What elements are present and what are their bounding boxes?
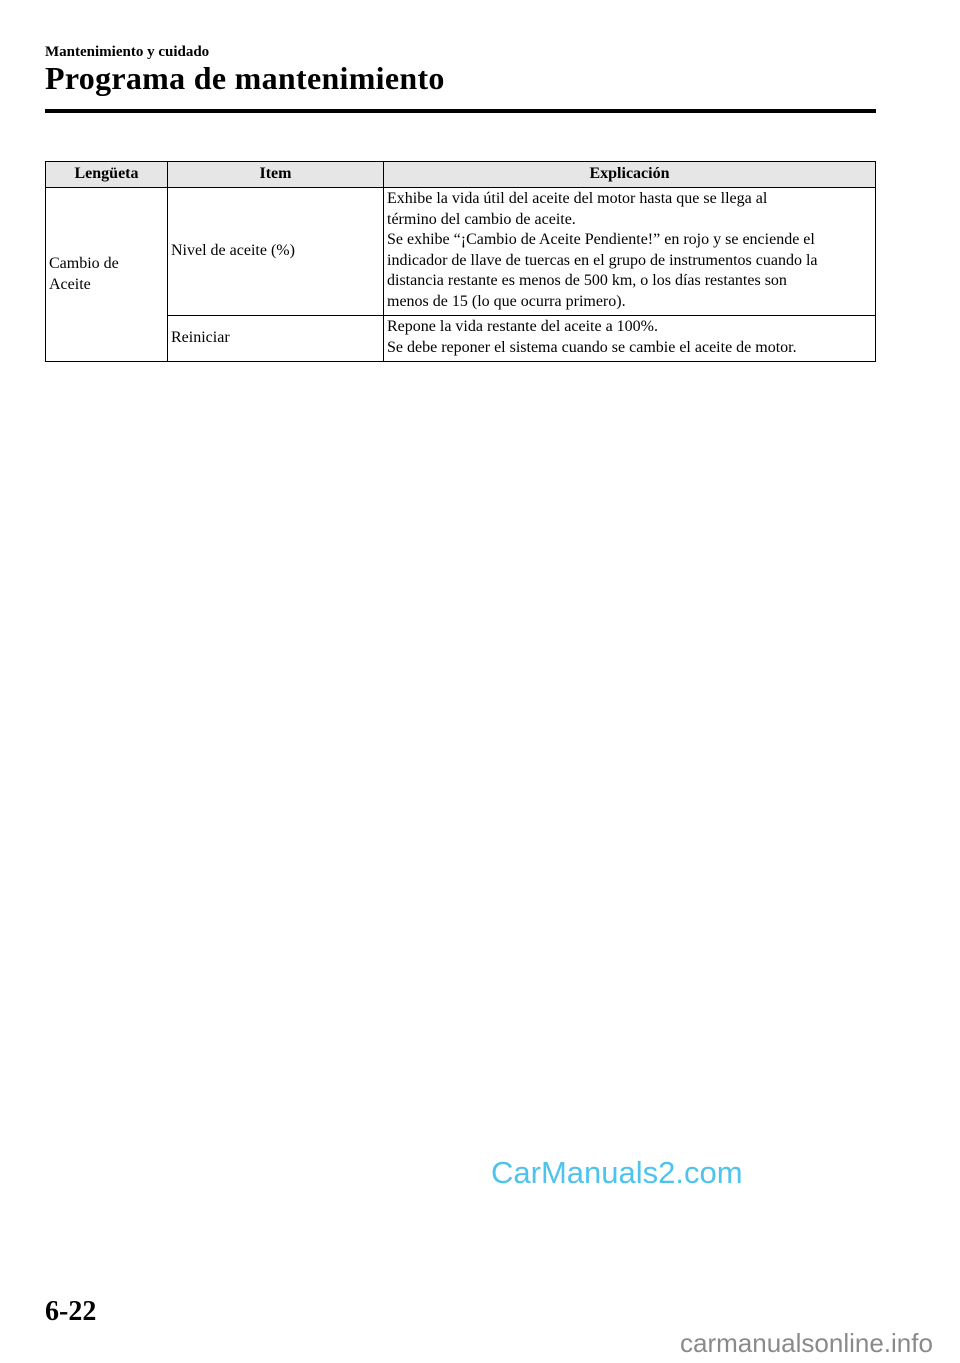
- explanation-line: Se debe reponer el sistema cuando se cambie el aceite de motor.: [387, 338, 797, 356]
- explanation-line: distancia restante es menos de 500 km, o los días restantes son: [387, 272, 787, 289]
- explanation-line: término del cambio de aceite.: [387, 210, 576, 228]
- title-divider: [45, 109, 876, 113]
- explanation-line: Exhibe la vida útil del aceite del motor hasta que se llega al: [387, 190, 768, 207]
- table-row: [46, 188, 876, 316]
- page-number: 6-22: [45, 1296, 97, 1327]
- column-header-explanation: Explicación: [384, 162, 876, 188]
- explanation-line: menos de 15 (lo que ocurra primero).: [387, 292, 626, 310]
- explanation-line: indicador de llave de tuercas en el grupo de instrumentos cuando la: [387, 251, 818, 269]
- section-heading: Mantenimiento y cuidado: [45, 44, 210, 60]
- tab-line: Aceite: [49, 275, 91, 293]
- column-header-item: Item: [168, 162, 384, 188]
- watermark-carmanualsonline: carmanualsonline.info: [680, 1328, 933, 1358]
- explanation-cell: [384, 188, 876, 316]
- tab-cell: [46, 188, 168, 362]
- maintenance-table: [45, 161, 876, 362]
- explanation-line: Se exhibe “¡Cambio de Aceite Pendiente!” en rojo y se enciende el: [387, 231, 815, 248]
- watermark-carmanuals2: CarManuals2.com: [491, 1155, 743, 1190]
- tab-line: Cambio de: [49, 255, 119, 272]
- table-header-row: [46, 162, 876, 188]
- explanation-line: Repone la vida restante del aceite a 100%.: [387, 318, 658, 335]
- item-cell: Reiniciar: [168, 316, 384, 362]
- item-cell: Nivel de aceite (%): [168, 188, 384, 316]
- page-title: Programa de mantenimiento: [45, 60, 445, 96]
- table-row: [46, 316, 876, 362]
- column-header-tab: Lengüeta: [46, 162, 168, 188]
- explanation-cell: [384, 316, 876, 362]
